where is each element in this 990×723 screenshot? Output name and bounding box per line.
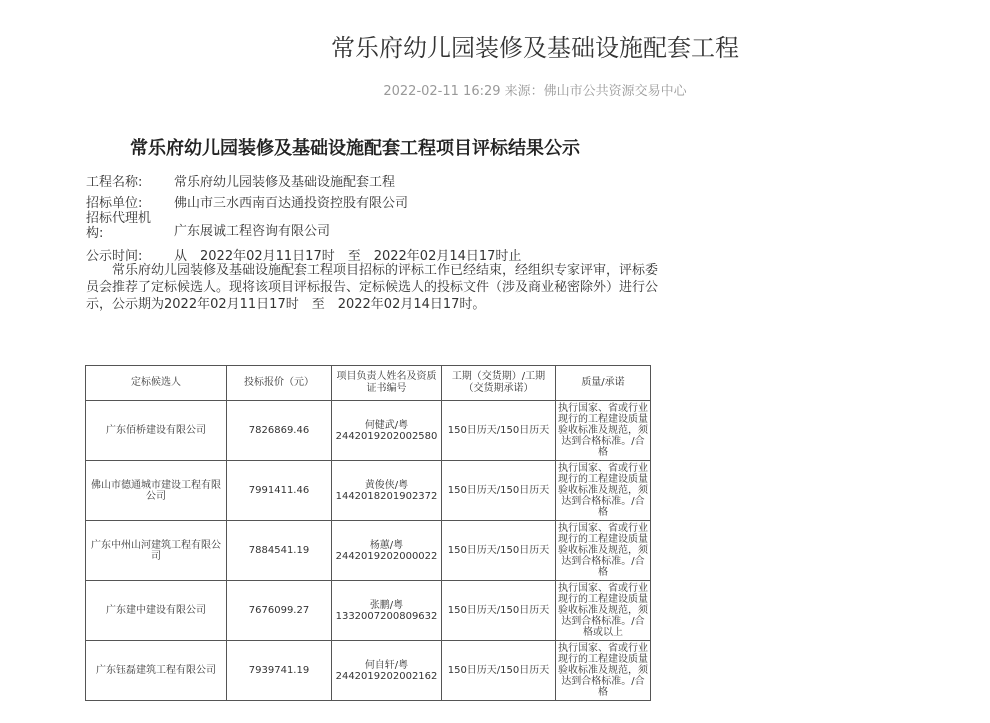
period-cell: 150日历天/150日历天 [442, 581, 556, 641]
agency-value: 广东展诚工程咨询有限公司 [174, 224, 331, 239]
quality-cell: 执行国家、省或行业现行的工程建设质量验收标准及规范，须达到合格标准。/合格 [556, 401, 651, 461]
header-candidate: 定标候选人 [86, 366, 227, 401]
price-cell: 7826869.46 [227, 401, 332, 461]
manager-cert: 2442019202002580 [335, 430, 438, 442]
agency-label: 招标代理机构: [86, 211, 152, 241]
manager-cert: 1442018201902372 [335, 490, 438, 502]
table-row [86, 461, 651, 521]
candidate-cell: 广东中州山河建筑工程有限公司 [86, 521, 227, 581]
price-cell: 7939741.19 [227, 641, 332, 701]
project-name-label: 工程名称: [86, 175, 143, 190]
tenderer-label: 招标单位: [86, 196, 143, 211]
announcement-paragraph: 常乐府幼儿园装修及基础设施配套工程项目招标的评标工作已经结束，经组织专家评审，评标委员会推荐了定标候选人。现将该项目评标报告、定标候选人的投标文件（涉及商业秘密除外）进行公示，公示期为2022年02月11日17时 至 2022年02月14日17时。 [86, 263, 659, 312]
manager-cell [332, 521, 442, 581]
manager-cell [332, 401, 442, 461]
table-row [86, 401, 651, 461]
candidate-cell: 广东佰桥建设有限公司 [86, 401, 227, 461]
header-manager: 项目负责人姓名及资质证书编号 [332, 366, 442, 401]
manager-cell [332, 641, 442, 701]
price-cell: 7884541.19 [227, 521, 332, 581]
publish-meta: 2022-02-11 16:29 来源：佛山市公共资源交易中心 [383, 84, 687, 99]
period-cell: 150日历天/150日历天 [442, 401, 556, 461]
quality-cell: 执行国家、省或行业现行的工程建设质量验收标准及规范，须达到合格标准。/合格 [556, 461, 651, 521]
period-cell: 150日历天/150日历天 [442, 521, 556, 581]
manager-cell [332, 461, 442, 521]
table-row [86, 581, 651, 641]
table-header-row [86, 366, 651, 401]
tenderer-value: 佛山市三水西南百达通投资控股有限公司 [174, 196, 409, 211]
manager-name: 杨蕙/粤 [369, 539, 404, 551]
manager-cert: 2442019202000022 [335, 550, 438, 562]
period-label: 公示时间: [86, 249, 143, 264]
candidate-cell: 广东钰磊建筑工程有限公司 [86, 641, 227, 701]
price-cell: 7676099.27 [227, 581, 332, 641]
header-period: 工期（交货期）/工期（交货期承诺） [442, 366, 556, 401]
manager-name: 黄俊侠/粤 [364, 479, 409, 491]
candidate-cell: 佛山市德通城市建设工程有限公司 [86, 461, 227, 521]
table-row [86, 641, 651, 701]
manager-cert: 2442019202002162 [335, 670, 438, 682]
manager-name: 何自轩/粤 [364, 659, 409, 671]
manager-cell [332, 581, 442, 641]
quality-cell: 执行国家、省或行业现行的工程建设质量验收标准及规范，须达到合格标准。/合格 [556, 521, 651, 581]
header-quality: 质量/承诺 [556, 366, 651, 401]
page-title: 常乐府幼儿园装修及基础设施配套工程 [331, 34, 739, 62]
project-name-value: 常乐府幼儿园装修及基础设施配套工程 [174, 175, 396, 190]
candidate-cell: 广东建中建设有限公司 [86, 581, 227, 641]
results-table [85, 365, 651, 701]
quality-cell: 执行国家、省或行业现行的工程建设质量验收标准及规范，须达到合格标准。/合格 [556, 641, 651, 701]
period-value: 从 2022年02月11日17时 至 2022年02月14日17时止 [174, 249, 522, 264]
manager-name: 何健武/粤 [364, 419, 409, 431]
document-title: 常乐府幼儿园装修及基础设施配套工程项目评标结果公示 [130, 138, 580, 159]
header-price: 投标报价（元） [227, 366, 332, 401]
price-cell: 7991411.46 [227, 461, 332, 521]
manager-cert: 1332007200809632 [335, 610, 438, 622]
project-name-row [86, 171, 395, 190]
quality-cell: 执行国家、省或行业现行的工程建设质量验收标准及规范，须达到合格标准。/合格或以上 [556, 581, 651, 641]
period-cell: 150日历天/150日历天 [442, 641, 556, 701]
period-cell: 150日历天/150日历天 [442, 461, 556, 521]
tenderer-row [86, 192, 408, 211]
table-row [86, 521, 651, 581]
manager-name: 张鹏/粤 [369, 599, 404, 611]
